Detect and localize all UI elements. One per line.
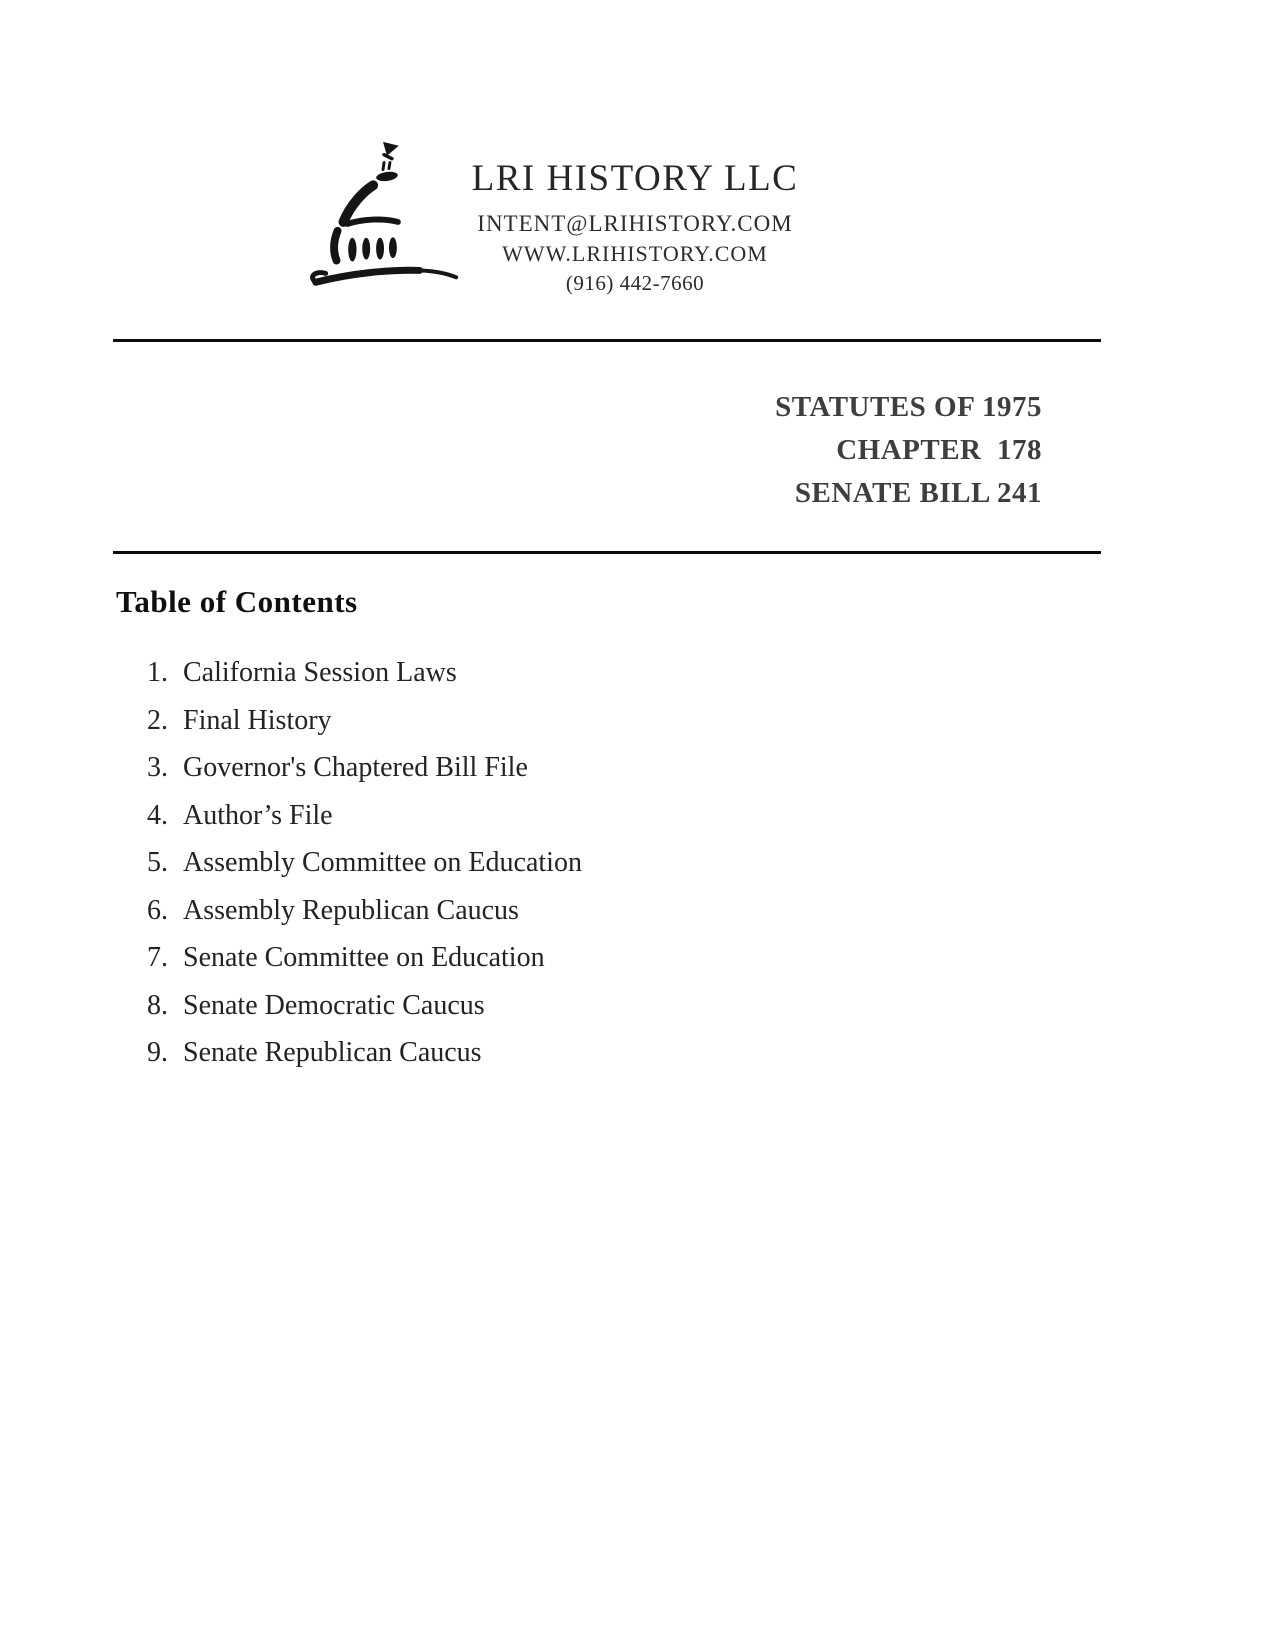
toc-list (128, 649, 582, 1077)
toc-item-label: Senate Republican Caucus (183, 1037, 482, 1068)
company-email: INTENT@LRIHISTORY.COM (477, 211, 793, 236)
toc-item-label: Senate Committee on Education (183, 942, 545, 973)
toc-item-number: 7. (147, 942, 168, 973)
case-reference-block (775, 386, 1042, 515)
toc-item-number: 1. (147, 657, 168, 688)
toc-item (128, 697, 582, 745)
toc-item-number: 2. (147, 704, 168, 736)
divider-bottom (113, 551, 1101, 554)
bill-line: SENATE BILL 241 (794, 477, 1042, 509)
toc-item-label: California Session Laws (183, 657, 457, 688)
toc-item-number: 3. (147, 752, 168, 783)
company-phone: (916) 442-7660 (565, 271, 705, 295)
toc-item (128, 839, 582, 887)
toc-item-label: Senate Democratic Caucus (183, 989, 485, 1021)
toc-item-number: 6. (147, 894, 168, 926)
toc-item-number: 8. (147, 989, 168, 1021)
toc-item (128, 649, 582, 697)
toc-item (128, 1029, 582, 1077)
toc-item-number: 4. (147, 799, 168, 831)
toc-item-label: Assembly Committee on Education (183, 847, 582, 878)
toc-item-number: 9. (147, 1037, 168, 1068)
toc-item-label: Assembly Republican Caucus (183, 894, 519, 926)
toc-item (128, 934, 582, 982)
letterhead (420, 155, 850, 298)
toc-item-number: 5. (147, 847, 168, 878)
statutes-line: STATUTES OF 1975 (775, 391, 1042, 423)
toc-title: Table of Contents (116, 584, 358, 619)
toc-item (128, 792, 582, 840)
company-website: WWW.LRIHISTORY.COM (502, 241, 768, 266)
toc-item-label: Governor's Chaptered Bill File (183, 752, 528, 783)
toc-item (128, 744, 582, 792)
toc-item (128, 982, 582, 1030)
toc-item (128, 887, 582, 935)
divider-top (113, 339, 1101, 342)
toc-item-label: Author’s File (183, 799, 333, 831)
toc-item-label: Final History (183, 704, 332, 736)
chapter-line: CHAPTER 178 (836, 434, 1042, 466)
company-name: LRI HISTORY LLC (471, 158, 799, 199)
